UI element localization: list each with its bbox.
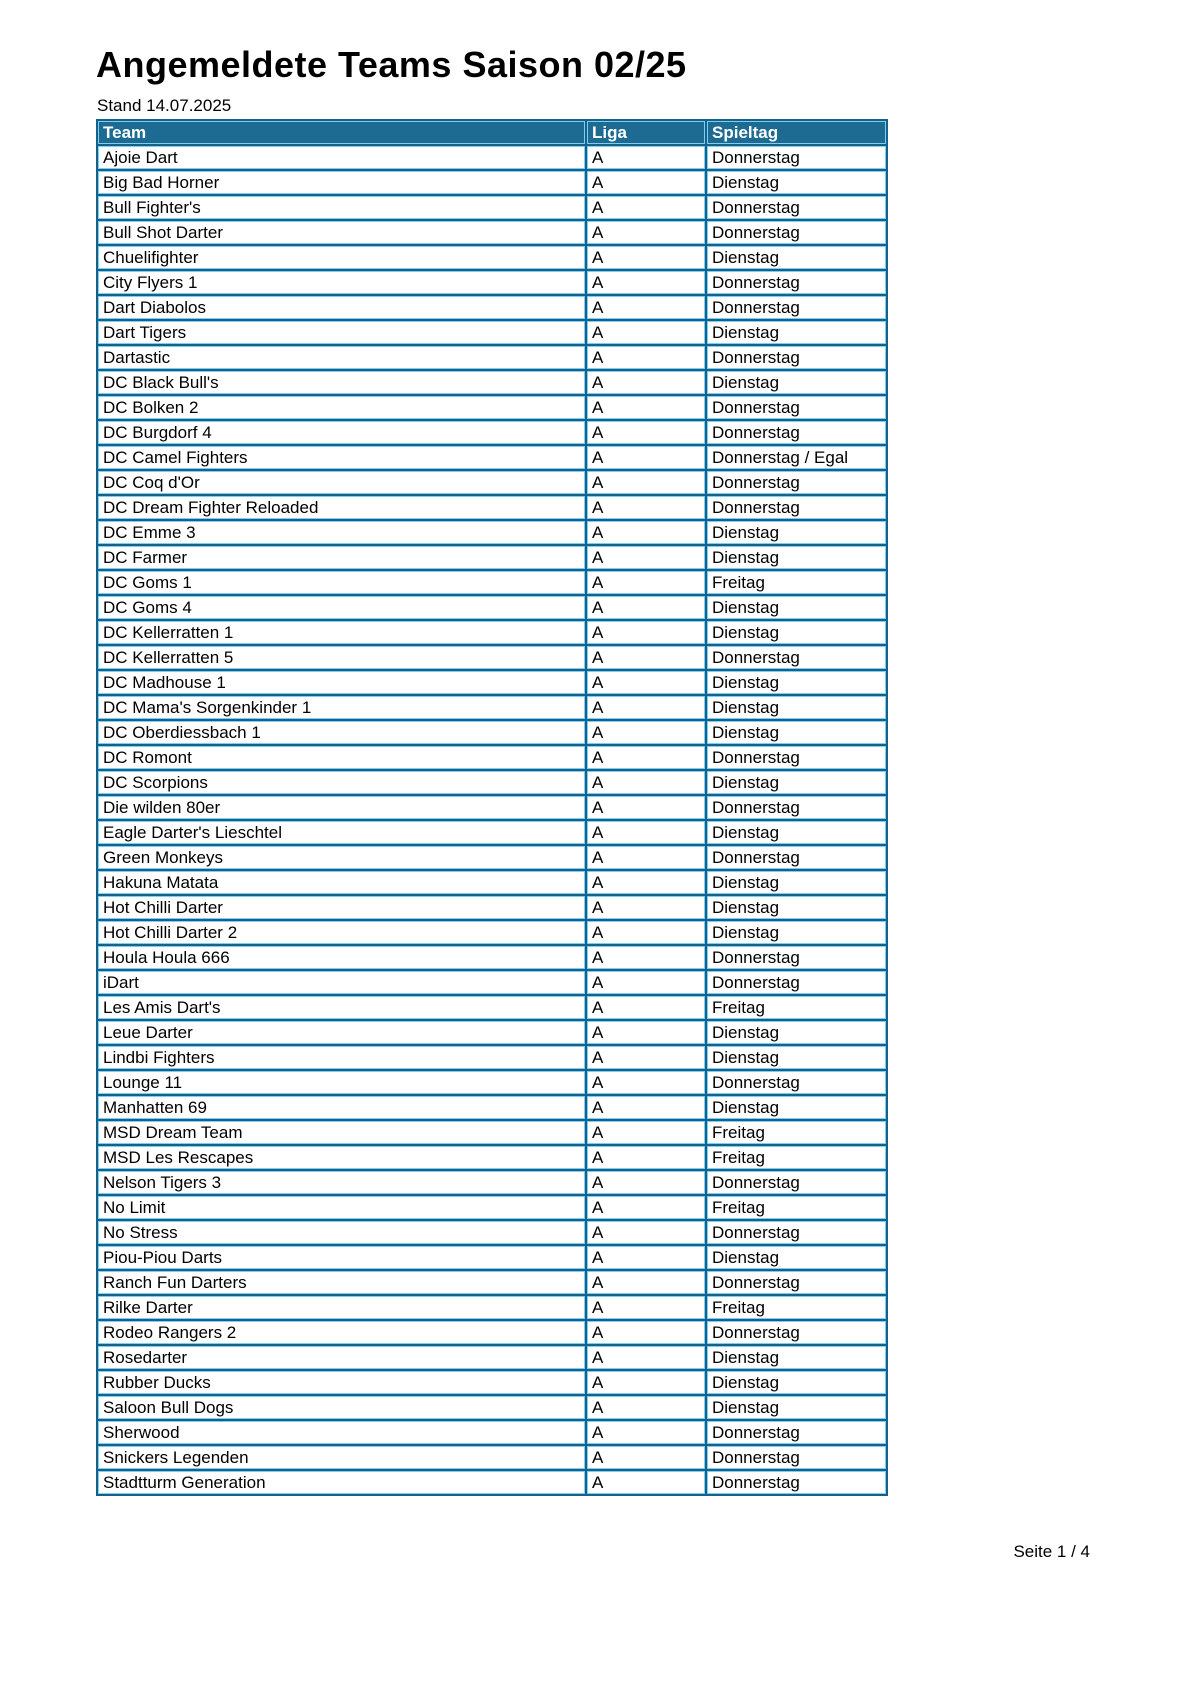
cell-team: Dart Tigers [97,320,586,345]
table-row [97,1220,887,1245]
table-row [97,270,887,295]
table-row [97,495,887,520]
table-row [97,770,887,795]
table-row [97,1345,887,1370]
cell-liga: A [586,1270,706,1295]
cell-liga: A [586,695,706,720]
teams-table [96,119,886,1496]
cell-team: Hot Chilli Darter 2 [97,920,586,945]
cell-spieltag: Donnerstag [706,295,887,320]
table-row [97,395,887,420]
cell-spieltag: Dienstag [706,245,887,270]
cell-liga: A [586,1245,706,1270]
cell-spieltag: Dienstag [706,920,887,945]
cell-liga: A [586,1395,706,1420]
table-row [97,745,887,770]
cell-spieltag: Donnerstag [706,495,887,520]
cell-team: DC Black Bull's [97,370,586,395]
table-row [97,420,887,445]
cell-spieltag: Dienstag [706,520,887,545]
cell-team: Green Monkeys [97,845,586,870]
cell-liga: A [586,770,706,795]
cell-liga: A [586,1370,706,1395]
cell-spieltag: Dienstag [706,670,887,695]
cell-liga: A [586,870,706,895]
cell-team: No Stress [97,1220,586,1245]
cell-liga: A [586,745,706,770]
cell-liga: A [586,1220,706,1245]
cell-liga: A [586,570,706,595]
cell-spieltag: Donnerstag [706,795,887,820]
table-row [97,1245,887,1270]
cell-liga: A [586,970,706,995]
cell-spieltag: Dienstag [706,1245,887,1270]
cell-spieltag: Dienstag [706,595,887,620]
cell-spieltag: Dienstag [706,895,887,920]
table-row [97,1445,887,1470]
cell-liga: A [586,1170,706,1195]
cell-liga: A [586,895,706,920]
cell-team: Leue Darter [97,1020,586,1045]
table-row [97,1095,887,1120]
table-row [97,1395,887,1420]
table-row [97,670,887,695]
cell-spieltag: Dienstag [706,320,887,345]
cell-spieltag: Donnerstag [706,1470,887,1495]
cell-spieltag: Donnerstag / Egal [706,445,887,470]
cell-liga: A [586,945,706,970]
table-row [97,595,887,620]
cell-liga: A [586,545,706,570]
cell-liga: A [586,845,706,870]
cell-liga: A [586,720,706,745]
cell-spieltag: Freitag [706,1120,887,1145]
table-row [97,1070,887,1095]
cell-team: DC Burgdorf 4 [97,420,586,445]
cell-liga: A [586,1120,706,1145]
cell-spieltag: Dienstag [706,770,887,795]
table-row [97,1145,887,1170]
cell-team: No Limit [97,1195,586,1220]
cell-spieltag: Dienstag [706,620,887,645]
teams-table-grid [96,119,888,1496]
cell-liga: A [586,1295,706,1320]
table-row [97,1120,887,1145]
cell-team: DC Scorpions [97,770,586,795]
cell-liga: A [586,370,706,395]
cell-spieltag: Dienstag [706,695,887,720]
table-row [97,220,887,245]
cell-spieltag: Dienstag [706,1370,887,1395]
table-row [97,645,887,670]
cell-liga: A [586,1445,706,1470]
cell-team: DC Kellerratten 5 [97,645,586,670]
cell-spieltag: Dienstag [706,820,887,845]
cell-liga: A [586,795,706,820]
cell-liga: A [586,1195,706,1220]
cell-team: Lindbi Fighters [97,1045,586,1070]
cell-spieltag: Dienstag [706,1045,887,1070]
table-row [97,1320,887,1345]
cell-liga: A [586,345,706,370]
table-row [97,1195,887,1220]
cell-team: Lounge 11 [97,1070,586,1095]
cell-team: Bull Fighter's [97,195,586,220]
cell-liga: A [586,170,706,195]
table-row [97,1020,887,1045]
cell-team: DC Kellerratten 1 [97,620,586,645]
table-row [97,795,887,820]
cell-liga: A [586,270,706,295]
cell-liga: A [586,1345,706,1370]
cell-liga: A [586,995,706,1020]
cell-liga: A [586,645,706,670]
cell-liga: A [586,670,706,695]
cell-team: DC Romont [97,745,586,770]
cell-liga: A [586,395,706,420]
cell-spieltag: Donnerstag [706,470,887,495]
cell-team: Eagle Darter's Lieschtel [97,820,586,845]
table-row [97,1470,887,1495]
cell-liga: A [586,820,706,845]
cell-liga: A [586,195,706,220]
cell-liga: A [586,245,706,270]
cell-team: iDart [97,970,586,995]
cell-team: Ajoie Dart [97,145,586,170]
cell-liga: A [586,495,706,520]
cell-team: DC Bolken 2 [97,395,586,420]
column-header-team: Team [97,120,586,145]
cell-team: Big Bad Horner [97,170,586,195]
table-row [97,145,887,170]
cell-team: DC Goms 4 [97,595,586,620]
cell-team: DC Mama's Sorgenkinder 1 [97,695,586,720]
cell-liga: A [586,1470,706,1495]
cell-team: Houla Houla 666 [97,945,586,970]
cell-spieltag: Donnerstag [706,970,887,995]
cell-team: Piou-Piou Darts [97,1245,586,1270]
table-row [97,570,887,595]
cell-team: Manhatten 69 [97,1095,586,1120]
table-row [97,1170,887,1195]
cell-team: City Flyers 1 [97,270,586,295]
cell-liga: A [586,520,706,545]
cell-team: Rubber Ducks [97,1370,586,1395]
cell-spieltag: Donnerstag [706,1070,887,1095]
cell-team: DC Dream Fighter Reloaded [97,495,586,520]
cell-team: Rilke Darter [97,1295,586,1320]
cell-liga: A [586,295,706,320]
table-row [97,1045,887,1070]
cell-liga: A [586,420,706,445]
cell-spieltag: Donnerstag [706,1270,887,1295]
cell-liga: A [586,220,706,245]
cell-spieltag: Donnerstag [706,195,887,220]
cell-liga: A [586,1020,706,1045]
cell-spieltag: Donnerstag [706,220,887,245]
cell-team: Hakuna Matata [97,870,586,895]
cell-team: Die wilden 80er [97,795,586,820]
cell-liga: A [586,595,706,620]
cell-liga: A [586,1070,706,1095]
cell-spieltag: Donnerstag [706,1170,887,1195]
table-row [97,545,887,570]
cell-team: Stadtturm Generation [97,1470,586,1495]
cell-liga: A [586,1045,706,1070]
table-row [97,320,887,345]
cell-team: Saloon Bull Dogs [97,1395,586,1420]
cell-team: Ranch Fun Darters [97,1270,586,1295]
cell-team: DC Coq d'Or [97,470,586,495]
cell-spieltag: Donnerstag [706,270,887,295]
cell-spieltag: Donnerstag [706,1445,887,1470]
table-row [97,170,887,195]
cell-team: DC Camel Fighters [97,445,586,470]
cell-spieltag: Donnerstag [706,645,887,670]
cell-spieltag: Dienstag [706,1345,887,1370]
table-row [97,295,887,320]
cell-spieltag: Donnerstag [706,745,887,770]
table-row [97,520,887,545]
cell-team: Dart Diabolos [97,295,586,320]
cell-team: DC Emme 3 [97,520,586,545]
cell-spieltag: Donnerstag [706,1320,887,1345]
table-row [97,1295,887,1320]
cell-spieltag: Donnerstag [706,1220,887,1245]
cell-spieltag: Donnerstag [706,945,887,970]
cell-spieltag: Dienstag [706,170,887,195]
table-row [97,1270,887,1295]
table-row [97,620,887,645]
cell-team: Rodeo Rangers 2 [97,1320,586,1345]
table-row [97,195,887,220]
cell-spieltag: Dienstag [706,720,887,745]
table-row [97,820,887,845]
column-header-spieltag: Spieltag [706,120,887,145]
cell-liga: A [586,320,706,345]
cell-liga: A [586,1420,706,1445]
table-row [97,245,887,270]
cell-spieltag: Donnerstag [706,420,887,445]
cell-liga: A [586,1095,706,1120]
cell-team: DC Oberdiessbach 1 [97,720,586,745]
cell-spieltag: Freitag [706,1295,887,1320]
cell-liga: A [586,145,706,170]
cell-spieltag: Donnerstag [706,145,887,170]
column-header-liga: Liga [586,120,706,145]
cell-liga: A [586,920,706,945]
cell-liga: A [586,1320,706,1345]
cell-team: Rosedarter [97,1345,586,1370]
cell-team: Snickers Legenden [97,1445,586,1470]
table-row [97,895,887,920]
cell-spieltag: Freitag [706,1145,887,1170]
cell-spieltag: Freitag [706,570,887,595]
table-row [97,720,887,745]
table-row [97,695,887,720]
table-row [97,845,887,870]
cell-team: DC Goms 1 [97,570,586,595]
table-row [97,445,887,470]
cell-team: Les Amis Dart's [97,995,586,1020]
cell-team: Chuelifighter [97,245,586,270]
cell-spieltag: Dienstag [706,545,887,570]
cell-liga: A [586,1145,706,1170]
cell-spieltag: Dienstag [706,370,887,395]
cell-spieltag: Donnerstag [706,1420,887,1445]
cell-team: MSD Dream Team [97,1120,586,1145]
cell-team: Nelson Tigers 3 [97,1170,586,1195]
page-number: Seite 1 / 4 [1013,1542,1090,1561]
table-row [97,970,887,995]
cell-liga: A [586,445,706,470]
table-row [97,370,887,395]
cell-liga: A [586,620,706,645]
cell-team: Hot Chilli Darter [97,895,586,920]
stand-date: Stand 14.07.2025 [97,96,232,115]
cell-spieltag: Dienstag [706,1395,887,1420]
cell-spieltag: Dienstag [706,1095,887,1120]
cell-spieltag: Dienstag [706,870,887,895]
page-title: Angemeldete Teams Saison 02/25 [96,44,687,85]
cell-team: Bull Shot Darter [97,220,586,245]
table-row [97,870,887,895]
table-row [97,470,887,495]
cell-team: Dartastic [97,345,586,370]
table-row [97,1370,887,1395]
table-body [97,145,887,1495]
cell-spieltag: Dienstag [706,1020,887,1045]
cell-liga: A [586,470,706,495]
cell-team: MSD Les Rescapes [97,1145,586,1170]
cell-spieltag: Donnerstag [706,845,887,870]
cell-team: Sherwood [97,1420,586,1445]
table-row [97,995,887,1020]
cell-spieltag: Donnerstag [706,395,887,420]
table-row [97,920,887,945]
cell-team: DC Farmer [97,545,586,570]
table-row [97,345,887,370]
cell-spieltag: Freitag [706,1195,887,1220]
table-row [97,945,887,970]
cell-spieltag: Donnerstag [706,345,887,370]
table-row [97,1420,887,1445]
cell-team: DC Madhouse 1 [97,670,586,695]
cell-spieltag: Freitag [706,995,887,1020]
table-header-row [97,120,887,145]
